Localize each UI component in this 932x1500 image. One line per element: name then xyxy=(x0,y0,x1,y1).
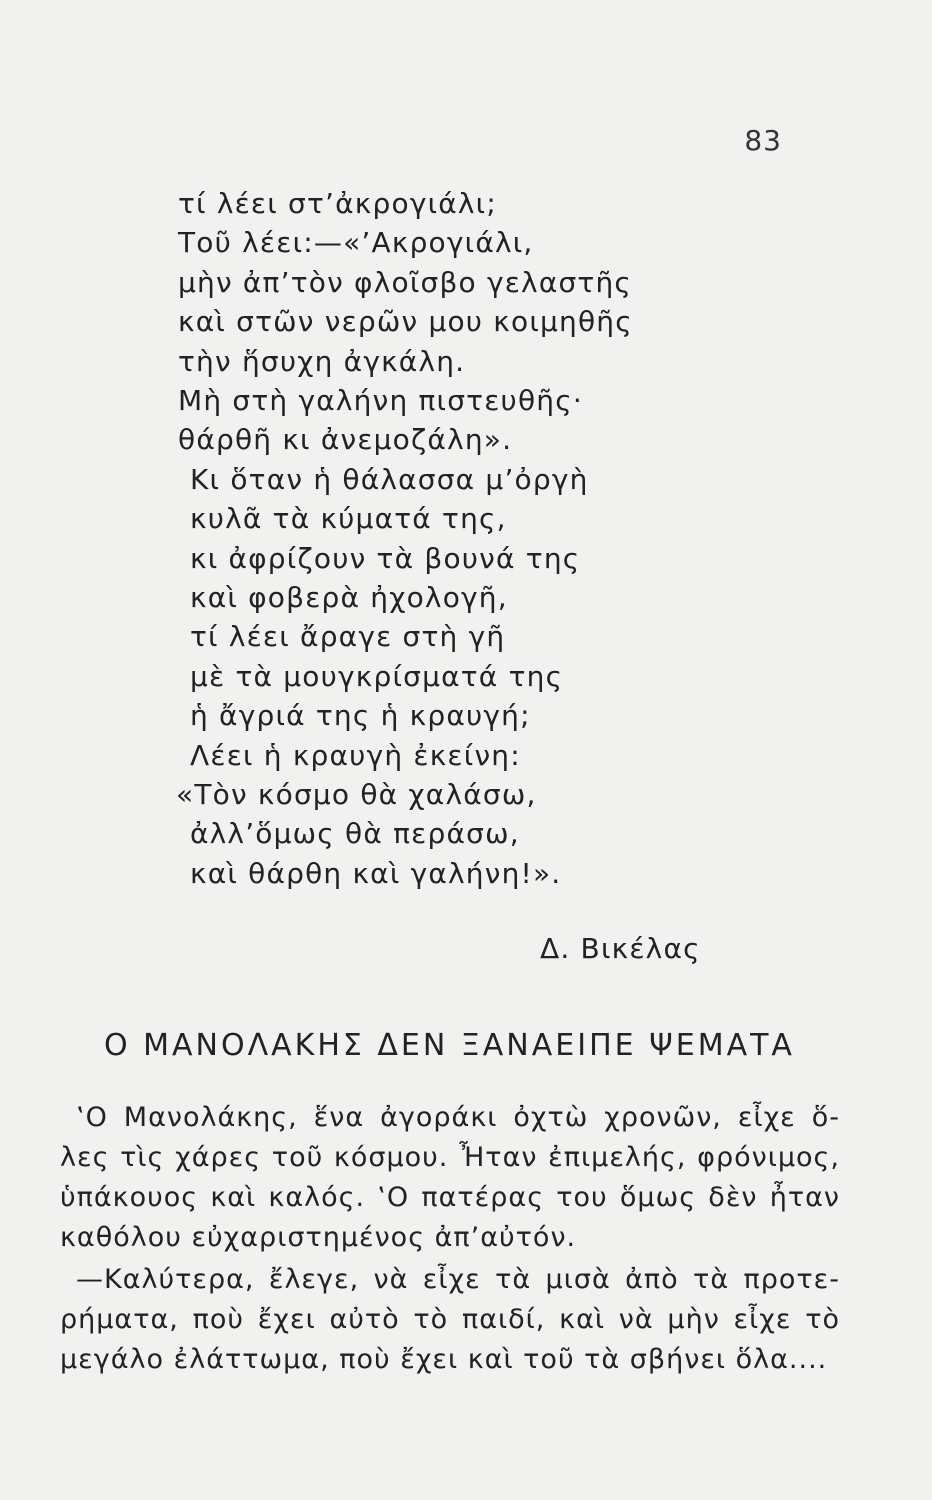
prose-line: —Καλύτερα, ἔλεγε, νὰ εἶχε τὰ μισὰ ἀπὸ τὰ προτε- xyxy=(76,1264,840,1295)
prose-line: ρήματα, ποὺ ἔχει αὐτὸ τὸ παιδί, καὶ νὰ μὴν εἶχε τὸ xyxy=(60,1304,840,1335)
story-title: Ο ΜΑΝΟΛΑΚΗΣ ΔΕΝ ΞΑΝΑΕΙΠΕ ΨΕΜΑΤΑ xyxy=(104,1028,795,1063)
poem-line: ἀλλ’ὅμως θὰ περάσω, xyxy=(190,817,520,850)
poem-line: καὶ φοβερὰ ἠχολογῆ, xyxy=(190,581,508,614)
poem-line: ἡ ἄγριά της ἡ κραυγή; xyxy=(190,699,531,732)
poem-line: τί λέει στ’ἀκρογιάλι; xyxy=(178,187,497,220)
poem-line: Κι ὅταν ἡ θάλασσα μ’ὀργὴ xyxy=(190,463,589,496)
poem-line: μὲ τὰ μουγκρίσματά της xyxy=(190,660,564,693)
page-number: 83 xyxy=(744,124,782,157)
prose-line: καθόλου εὐχαριστημένος ἀπ’αὐτόν. xyxy=(60,1222,577,1253)
poem-signature: Δ. Βικέλας xyxy=(540,932,701,965)
poem-line: Λέει ἡ κραυγὴ ἐκείνη: xyxy=(190,739,521,772)
poem-line: Τοῦ λέει:—«’Ακρογιάλι, xyxy=(178,226,534,259)
poem-line: κυλᾶ τὰ κύματά της, xyxy=(190,502,507,535)
poem-line: καὶ στῶν νερῶν μου κοιμηθῆς xyxy=(178,305,633,338)
poem-line: «Τὸν κόσμο θὰ χαλάσω, xyxy=(176,778,537,811)
poem-line: καὶ θάρθη καὶ γαλήνη!». xyxy=(190,857,562,890)
prose-line: ὑπάκουος καὶ καλός. ‛Ο πατέρας του ὅμως δὲν ἦταν xyxy=(60,1182,840,1213)
poem-line: μὴν ἀπ’τὸν φλοῖσβο γελαστῆς xyxy=(178,266,633,299)
prose-line: μεγάλο ἐλάττωμα, ποὺ ἔχει καὶ τοῦ τὰ σβήνει ὅλα.... xyxy=(60,1344,828,1375)
poem-line: κι ἀφρίζουν τὰ βουνά της xyxy=(190,542,581,575)
poem-line: Μὴ στὴ γαλήνη πιστευθῆς· xyxy=(178,384,583,417)
poem-line: θάρθῆ κι ἀνεμοζάλη». xyxy=(178,423,513,456)
prose-line: λες τὶς χάρες τοῦ κόσμου. Ἦταν ἐπιμελής, φρόνιμος, xyxy=(60,1142,840,1173)
prose-line: ‛Ο Μανολάκης, ἕνα ἀγοράκι ὀχτὼ χρονῶν, εἶχε ὅ- xyxy=(76,1102,840,1133)
poem-line: τὴν ἥσυχη ἀγκάλη. xyxy=(178,345,466,378)
poem-line: τί λέει ἄραγε στὴ γῆ xyxy=(190,620,506,653)
